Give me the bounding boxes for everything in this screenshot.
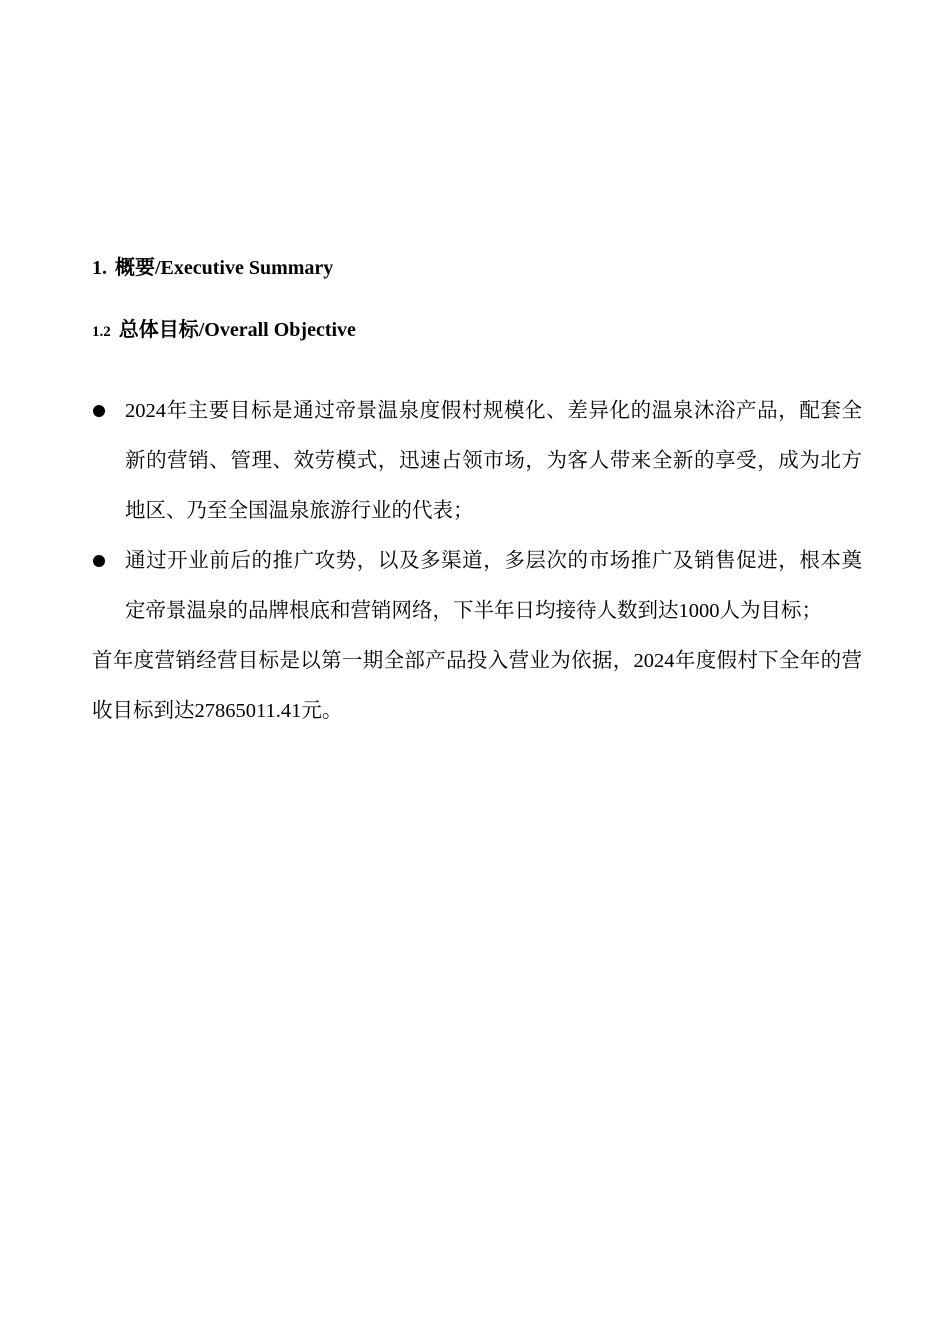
section-number: 1. [92, 257, 107, 279]
document-content [92, 252, 862, 736]
list-item-text: 通过开业前后的推广攻势，以及多渠道，多层次的市场推广及销售促进，根本奠定帝景温泉的品牌根底和营销网络，下半年日均接待人数到达1000人为目标； [125, 550, 862, 622]
section-title: 概要/Executive Summary [115, 257, 334, 279]
list-item-text: 2024年主要目标是通过帝景温泉度假村规模化、差异化的温泉沐浴产品，配套全新的营销、管理、效劳模式，迅速占领市场，为客人带来全新的享受，成为北方地区、乃至全国温泉旅游行业的代表； [125, 400, 862, 522]
list-item [92, 386, 862, 536]
bullet-icon [93, 555, 105, 567]
subsection-number: 1.2 [92, 324, 111, 340]
subsection-heading [92, 314, 862, 348]
revenue-paragraph: 首年度营销经营目标是以第一期全部产品投入营业为依据，2024年度假村下全年的营收目标到达27865011.41元。 [92, 650, 862, 722]
list-item [92, 536, 862, 636]
subsection-title: 总体目标/Overall Objective [118, 319, 356, 341]
section-heading [92, 252, 862, 284]
objective-list [92, 386, 862, 636]
bullet-icon [93, 405, 105, 417]
